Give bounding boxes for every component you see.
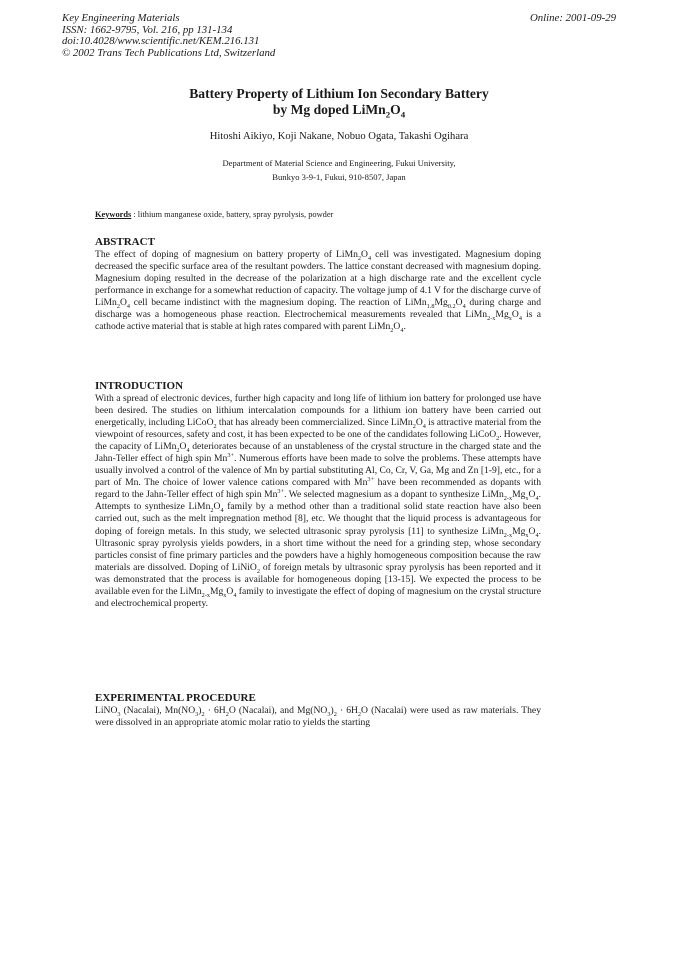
journal-header [62, 13, 275, 59]
experimental-body: LiNO$_3$ (Nacalai), $Mn(NO_3)_2 \cdot 6H_2O$ (Nacalai), and $Mg(NO_3)_2 \cdot 6H_2O$ (Nacalai) were used as raw materials. They were dissolved in an appropriate atomic molar ratio to yields the starting [95, 705, 541, 729]
experimental-section [95, 692, 541, 729]
abstract-heading: ABSTRACT [95, 236, 155, 248]
issn-line: ISSN: 1662-9795, Vol. 216, pp 131-134 [62, 23, 233, 36]
journal-name: Key Engineering Materials [62, 12, 180, 24]
experimental-heading: EXPERIMENTAL PROCEDURE [95, 692, 256, 704]
introduction-section [95, 380, 541, 610]
affiliation [0, 157, 678, 184]
abstract-body: The effect of doping of magnesium on battery property of $LiMn_2O_4$ cell was investigated. Magnesium doping decreased the specific surface area of the resultant powders. The lattice constant decreased with magnesium doping. Magnesium doping resulted in the decrease of the polarization at a high discharge rate and the excellent cycle performance in exchange for a somewhat reduction of capacity. The voltage jump of 4.1 V for the discharge curve of $LiMn_2O_4$ cell became indistinct with the magnesium doping. The reaction of $LiMn_{1.8}Mg_{0.2}O_4$ during charge and discharge was a homogeneous phase reaction. Electrochemical measurements revealed that $LiMn_{2-x}Mg_xO_4$ is a cathode active material that is stable at high rates compared with parent $LiMn_2O_4$. [95, 249, 541, 335]
affiliation-line-2: Bunkyo 3-9-1, Fukui, 910-8507, Japan [272, 171, 406, 182]
introduction-heading: INTRODUCTION [95, 380, 184, 392]
title-line-2: by Mg doped $LiMn_2O_4$ [272, 102, 406, 120]
abstract-section [95, 236, 541, 333]
introduction-body: With a spread of electronic devices, further high capacity and long life of lithium ion battery for prolonged use have been desired. The studies on lithium intercalation compounds for a lithium ion battery have been carried out energetically, including LiCoO$_2$ that has already been commercialized. Since $LiMn_2O_4$ is attractive material from the viewpoint of resources, safety and cost, it has been expected to be one of the candidates following LiCoO$_2$. However, the capacity of $LiMn_2O_4$ deteriorates because of an unstableness of the crystal structure in the charged state and the Jahn-Teller effect of high spin $Mn^{3+}$. Numerous efforts have been made to solve the problems. These attempts have usually involved a control of the valence of Mn by partial substituting Al, Co, Cr, V, Ga, Mg and Zn [1-9], etc., for a part of Mn. The choice of lower valence cations compared with $Mn^{3+}$ have been recommended as dopants with regard to the Jahn-Teller effect of high spin $Mn^{3+}$. We selected magnesium as a dopant to synthesize $LiMn_{2-x}Mg_xO_4$. Attempts to synthesize $LiMn_2O_4$ family by a method other than a traditional solid state reaction have also been carried out, such as the melt impregnation method [8], etc. We thought that the liquid process is advantageous for doping of foreign metals. In this study, we selected ultrasonic spray pyrolysis [11] to synthesize $LiMn_{2-x}Mg_xO_4$. Ultrasonic spray pyrolysis yields powders, in a short time without the need for a grinding step, whose secondary particles consist of fine primary particles and the powders have a highly homogeneous composition because the raw materials are dissolved. Doping of LiNiO$_2$ of foreign metals by ultrasonic spray pyrolysis has been reported and it was demonstrated that the process is available for homogeneous doping [13-15]. We expected the process to be available even for the $LiMn_{2-x}Mg_xO_4$ family to investigate the effect of doping of magnesium on the crystal structure and electrochemical property. [95, 393, 542, 609]
online-date: Online: 2001-09-29 [529, 12, 616, 24]
title-line-1: Battery Property of Lithium Ion Secondary Battery [189, 86, 489, 101]
paper-title [0, 86, 678, 118]
copyright-line: © 2002 Trans Tech Publications Ltd, Switzerland [62, 46, 276, 59]
affiliation-line-1: Department of Material Science and Engineering, Fukui University, [222, 158, 456, 168]
doi-line: doi:10.4028/www.scientific.net/KEM.216.131 [62, 35, 260, 48]
keywords-text: : lithium manganese oxide, battery, spray pyrolysis, powder [131, 210, 334, 219]
author-list: Hitoshi Aikiyo, Koji Nakane, Nobuo Ogata, Takashi Ogihara [209, 131, 469, 142]
keywords-label: Keywords [95, 210, 132, 219]
keywords-line [95, 210, 333, 219]
